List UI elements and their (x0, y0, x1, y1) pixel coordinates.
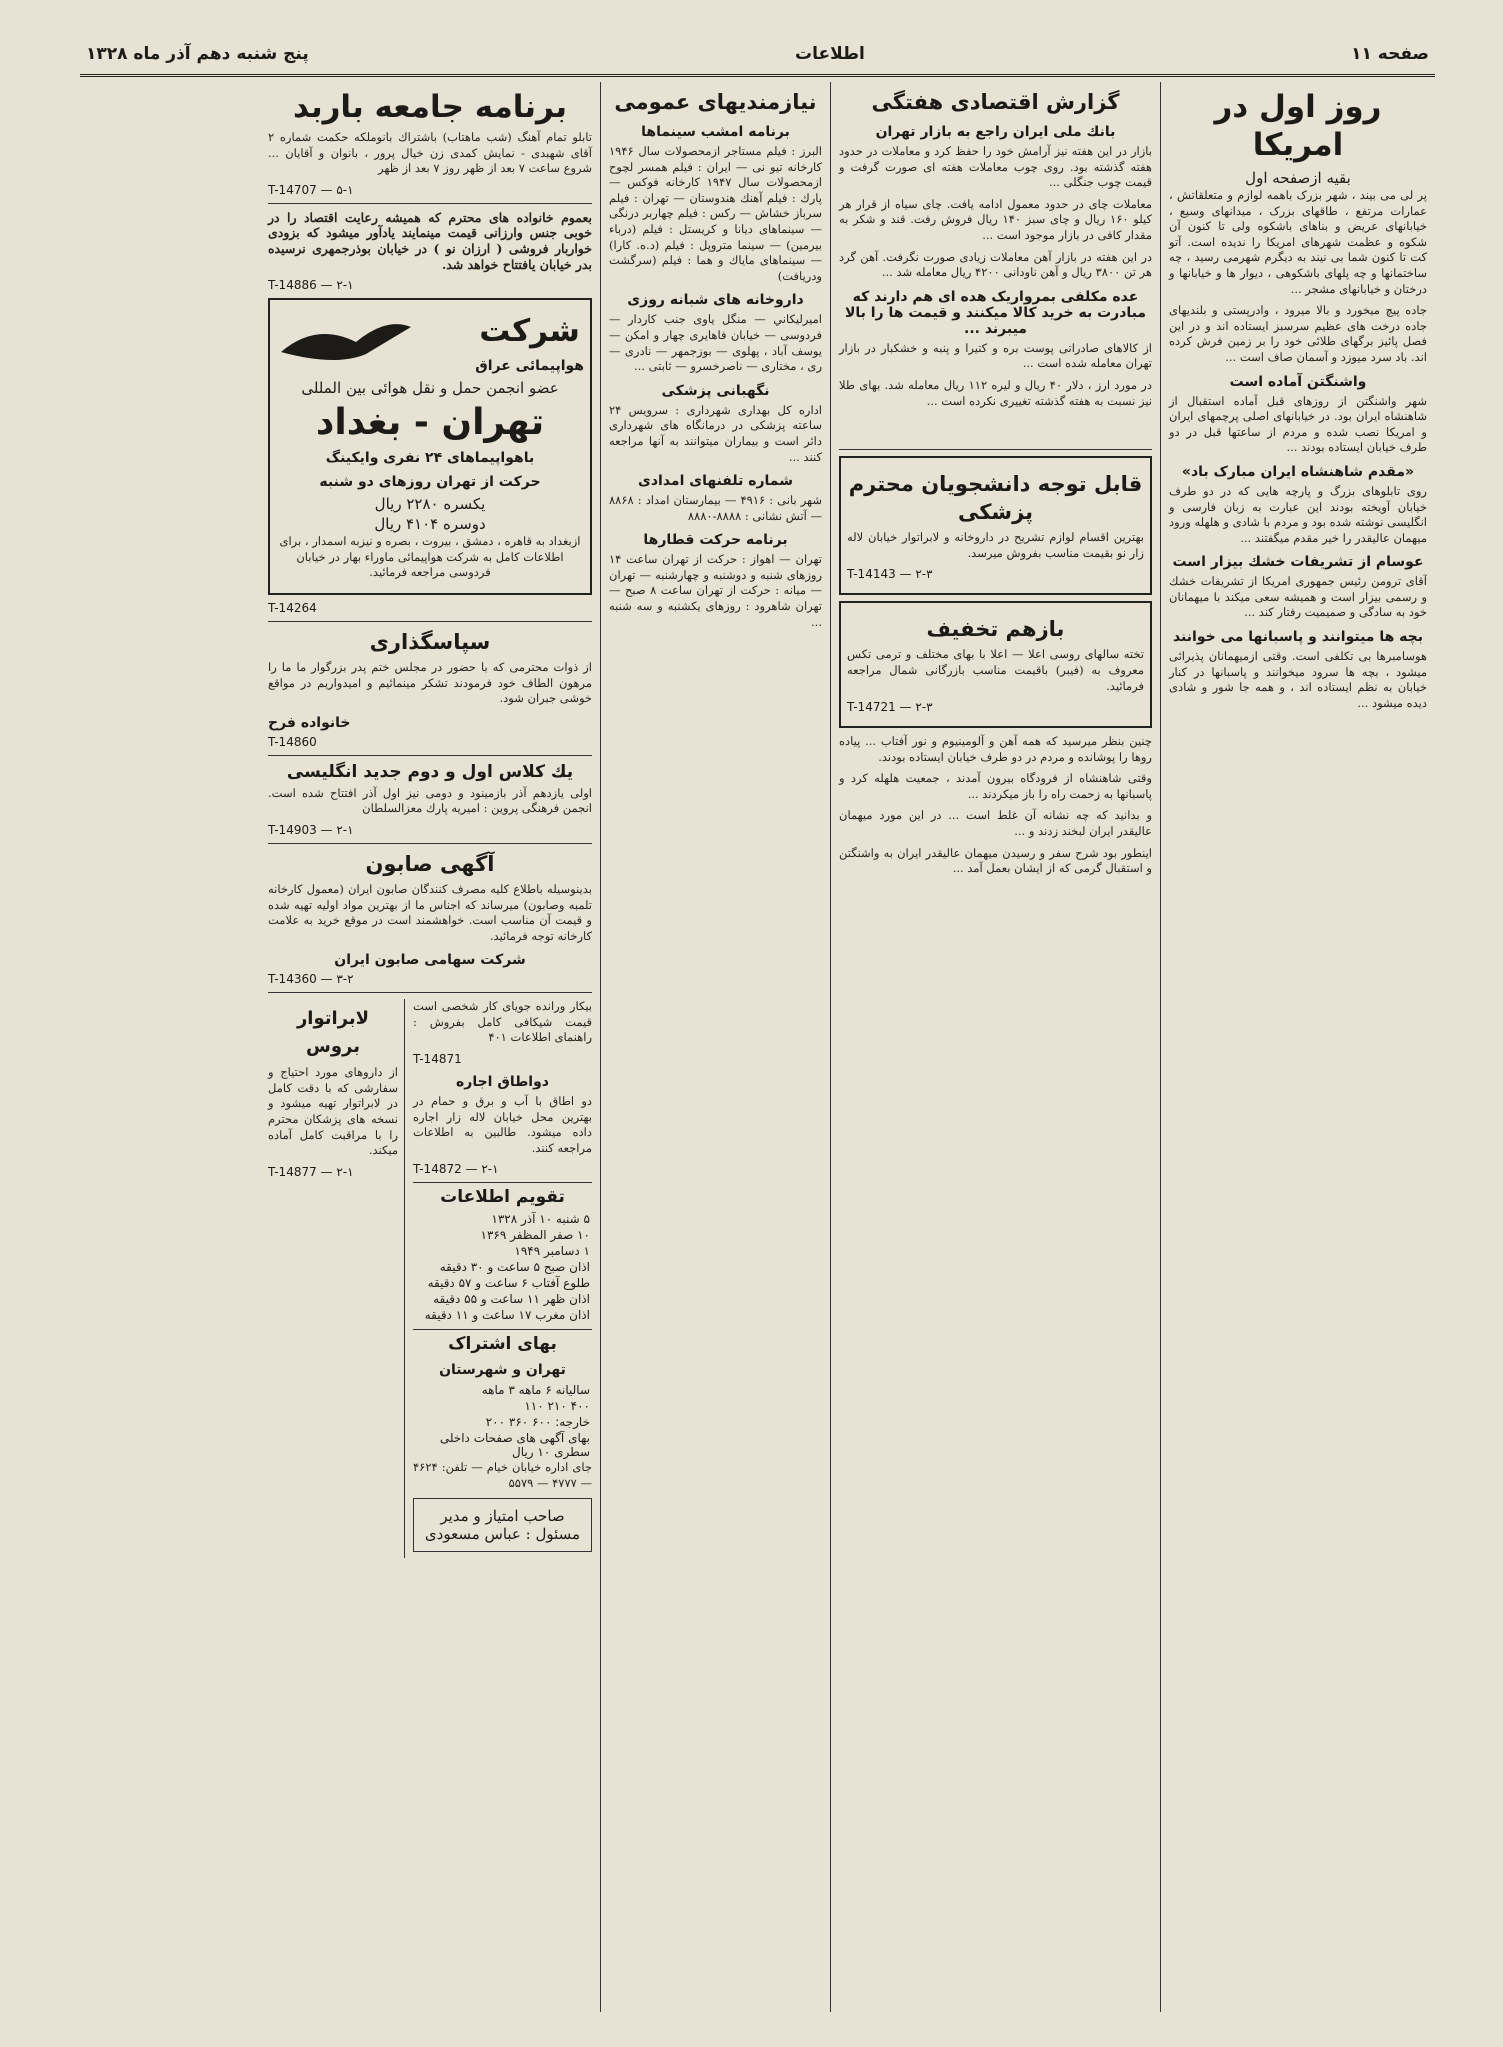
rental-title: دواطاق اجاره (456, 1074, 549, 1091)
article-quote: «مقدم شاهنشاه ایران مبارک باد» (1181, 463, 1415, 480)
grocery-notice: بعموم خانواده های محترم که همیشه رعایت اقتصاد را در خوبی جنس وارزانی قیمت مینمایند یادآور میشود که بزودی خواربار فروشی ( ارزان نو ) در خیابان بوذرجمهری نرسیده بدر خیابان یافتتاح خواهد شد. (268, 209, 592, 272)
iraq-airways-ad (268, 298, 592, 595)
soap-title: آگهی صابون (365, 851, 495, 876)
ad-code: T-14872 — ۲-۱ (413, 1162, 499, 1177)
cinema-heading: برنامه امشب سینماها (641, 124, 790, 140)
medical-guard-heading: نگهبانی پزشکی (661, 382, 770, 399)
sale-ad (839, 601, 1152, 728)
train-heading: برنامه حرکت قطارها (643, 532, 788, 549)
ad-code: T-14707 — ۵-۱ (268, 182, 354, 197)
subscription-row: سالیانه ۶ ماهه ۳ ماهه (481, 1383, 590, 1398)
economy-paragraph: در این هفته در بازار آهن معاملات زیادی صورت نگرفت. آهن گرد هر تن ۳۸۰۰ ریال و آهن ناودانی ۴۲۰۰ ریال معامله شد ... (839, 249, 1152, 280)
ad-code: T-14886 — ۲-۱ (268, 278, 354, 293)
story-paragraph: وقتی شاهنشاه از فرودگاه بیرون آمدند ، جمعیت هلهله کرد و پاسبانها به زحمت راه را باز میکردند ... (839, 771, 1152, 801)
emergency-text: شهر بانی : ۴۹۱۶ — بیمارستان امداد : ۸۸۶۸ — آتش نشانی : ۸۸۸۸-۸۸۸۰ (609, 493, 822, 523)
paper-name: اطلاعات (794, 44, 865, 64)
airline-company-label: شرکت (479, 313, 580, 350)
medical-notice-title: قابل توجه دانشجویان محترم پزشکی (848, 472, 1143, 525)
column-classifieds (600, 82, 830, 2012)
column-ads (260, 82, 600, 2012)
calendar-title: تقویم اطلاعات (413, 1182, 592, 1207)
ad-code: T-14721 — ۲-۳ (847, 700, 933, 715)
english-class-title: یك کلاس اول و دوم جدید انگلیسی (286, 761, 574, 782)
article-paragraph: هوسامبرها بی تکلفی است. وقتی ازمیهمانان پذیرائی میشود ، بچه ها سرود میخوانند و پاسبانها در کنار خیابان به نظم ایستاده اند ، و همه جا شور و شادی دیده میشود ... (1169, 649, 1427, 710)
calendar-row: اذان صبح ۵ ساعت و ۳۰ دقیقه (439, 1260, 590, 1275)
subscription-row: خارجه: ۶۰۰ ۳۶۰ ۲۰۰ (485, 1415, 590, 1430)
page-number: صفحه ۱۱ (1351, 44, 1429, 64)
story-paragraph: اینطور بود شرح سفر و رسیدن میهمان عالیقدر ایران به واشنگتن و استقبال گرمی که از ایشان بعمل آمد ... (839, 845, 1152, 876)
sale-body: تخته سالهای روسی اعلا — اعلا با بهای مختلف و ترمی تکس معروف به (فیبر) باقیمت مناسب بازرگانی شمال مراجعه فرمائید. (847, 647, 1144, 693)
column-economy (830, 82, 1160, 2012)
pharmacy-heading: داروخانه های شبانه روزی (627, 292, 804, 309)
lab-ad-body: از داروهای مورد احتیاج و سفارشی که با دقت کامل در لابراتوار تهیه میشود و نسخه های پزشکان محترم را با مراقبت کامل آماده میکند. (268, 1065, 398, 1158)
ad-code: T-14143 — ۲-۳ (847, 567, 933, 582)
calendar-row: ۱ دسامبر ۱۹۴۹ (514, 1244, 590, 1259)
ad-code: T-14903 — ۲-۱ (268, 822, 354, 837)
soap-body: بدینوسیله باطلاع کلیه مصرف کنندگان صابون ایران (معمول کارخانه تلمبه وصابون) میرساند که اجناس ما از بهترین مواد اولیه تهیه شده و قیمت آن مناسب است. خواهشمند است در موقع خرید به علامت کارخانه توجه فرمائید. (268, 881, 592, 943)
thanks-body: از ذوات محترمی که با حضور در مجلس ختم پدر بزرگوار ما ما را مرهون الطاف خود فرمودند تشکر مینمائیم و امیدواریم در مواقع خوشی جبران شود. (268, 659, 592, 706)
column-lead-article (1160, 82, 1435, 2012)
barbad-title: برنامه جامعه باربد (293, 89, 567, 125)
ad-code: T-14360 — ۳-۲ (268, 972, 354, 987)
economy-paragraph: بازار در این هفته نیز آرامش خود را حفظ کرد و معاملات در حدود هفته گذشته بود. روی چوب معاملات هفته ای صورت گرفت و قیمت چوب جنگلی ... (839, 144, 1152, 190)
cinema-list: البرز : فیلم مستاجر ازمحصولات سال ۱۹۴۶ کارخانه تیو نی — ایران : فیلم همسر لچوح ازمحصولات سال ۱۹۴۷ کارخانه فوکس — پارك : فیلم آهنك هندوستان — تهران : فیلم سرباز خشاش — رکس : فیلم چهاربر درنگی — سینماهای دیانا و کریستل : فیلم (درباء بیرمین) — سینما متروپل : فیلم (د.ه. کارا) — سینماهای مایاك و هما : فیلم (سرگشت ودریافت) (609, 144, 823, 283)
calendar-row: طلوع آفتاب ۶ ساعت و ۵۷ دقیقه (427, 1276, 590, 1291)
economy-paragraph: در مورد ارز ، دلار ۴۰ ریال و لیره ۱۱۲ ریال معامله شد. بهای طلا نیز نسبت به هفته گذشته تغییری نکرده است ... (839, 377, 1152, 408)
small-ad: بیکار ورانده جویای کار شخصی است قیمت شیکافی کامل بفروش : راهنمای اطلاعات ۴۰۱ (413, 999, 592, 1045)
airline-membership: عضو انجمن حمل و نقل هوائی بین المللی (301, 379, 559, 398)
article-paragraph: روی تابلوهای بزرگ و پارچه هایی که در دو طرف خیابان آویخته بودند این عبارت به زبان فارسی و انگلیسی نوشته شده بود و مردم با شادی و هلهله ورود میهمان عالیقدر را خیر مقدم میگفتند ... (1169, 483, 1427, 545)
thanks-title: سپاسگذاری (369, 629, 491, 654)
airline-price-return: دوسره ۴۱۰۴ ریال (374, 515, 486, 534)
economy-paragraph: از کالاهای صادراتی پوست بره و کتیرا و پنبه و خشکبار در بازار تهران معامله شده است ... (839, 340, 1152, 371)
economy-paragraph: معاملات چای در حدود معمول ادامه یافت. چای سیاه از قرار هر کیلو ۱۶۰ ریال و چای سبز ۱۴۰ ریال فروش رفت. قند و شکر به مقدار کافی در بازار موجود است ... (839, 196, 1153, 242)
article-subheading: بچه ها میتوانند و پاسبانها می خوانند (1172, 629, 1424, 646)
ad-code: T-14264 (268, 600, 317, 615)
medical-notice (839, 456, 1152, 595)
barbad-program: تابلو تمام آهنگ (شب ماهتاب) باشتراك بانوملكه حكمت شماره ۲ آقای شهبدی - نمایش کمدی زن خیال پرور ، بانوان و آقایان ... شروع ساعت ۷ بعد از ظهر روز ۷ بعد از ظهر (268, 130, 592, 176)
airline-price-oneway: یکسره ۲۲۸۰ ریال (374, 495, 486, 514)
rental-body: دو اطاق با آب و برق و حمام در بهترین محل خیابان لاله زار اجاره داده میشود. طالبین به اطلاعات مراجعه کنند. (413, 1094, 592, 1155)
pharmacy-list: امیرلیکاني — منگل یاوی جنب کاردار — فردوسی — خیابان فاهایری چهار و امکن — یوسف آباد ، پهلوی — بوزجمهر — نادری — ری ، مختاری — ناصرخسرو — ثابتی ... (609, 312, 822, 374)
article-kicker: بقیه ازصفحه اول (1245, 169, 1351, 187)
train-schedule: تهران — اهواز : حرکت از تهران ساعت ۱۴ روزهای شنبه و دوشنبه و چهارشنبه — تهران — میانه : حرکت از تهران ساعت ۸ صبح — تهران شاهرود : روزهای یکشنبه و سه شنبه ... (609, 552, 822, 629)
office-address: جای اداره خیابان خیام — تلفن: ۴۶۲۴ — ۴۷۷۷ — ۵۵۷۹ (413, 1460, 592, 1491)
airline-aircraft: باهواپیماهای ۲۴ نفری وایکینگ (325, 450, 535, 467)
subscription-row: ۴۰۰ ۲۱۰ ۱۱۰ (524, 1399, 590, 1414)
ad-code: T-14877 — ۲-۱ (268, 1164, 354, 1179)
calendar-row: اذان مغرب ۱۷ ساعت و ۱۱ دقیقه (424, 1308, 590, 1323)
article-paragraph: آقای ترومن رئیس جمهوری امریکا از تشریفات خشك و رسمی بیزار است و همیشه سعی میکند با میهمانان خود به سادگی و صمیمیت رفتار کند ... (1169, 574, 1427, 620)
thanks-signature: خانواده فرح (268, 714, 351, 731)
article-paragraph: شهر واشنگتن از روزهای قبل آماده استقبال از شاهنشاه ایران بود. در خیابانهای اصلی پرچمهای ایران و امریکا نصب شده و مردم از ساعتها قبل در دو طرف خیابان ایستاده بودند ... (1169, 393, 1427, 455)
medical-guard-text: اداره کل بهداری شهرداری : سرویس ۲۴ ساعته پزشکی در درمانگاه های شهرداری دائر است و بیماران میتوانند به آنها مراجعه کنند ... (609, 402, 822, 464)
article-paragraph: پر لی می بیند ، شهر بزرک باهمه لوازم و متعلقاتش ، عمارات مرتفع ، طاقهای بزرک ، میدانهای وسیع ، خیابانهای عریض و بناهای باشکوه ولی تا کنون آن شکوه و عظمت شهرهای امریکا را ندیده است. آتو کت تا کنون شما بی نیند به دیگرم شهرمی رسید ، چه ساختمانها و چه پلهای باشکوهی ، دیوار ها و خیابانها و درختان و خیابانهای مشجر ... (1169, 188, 1427, 296)
airline-footer: ازبغداد به قاهره ، دمشق ، بیروت ، بصره و نیزبه اسمدار ، برای اطلاعات کامل به شرکت هواپیمائی ماوراء بهار در خیابان فردوسی مراجعه فرمائید. (279, 534, 581, 580)
english-class-body: اولی یازدهم آذر بازمینود و دومی نیز اول آذر افتتاح شده است. انجمن فرهنگی پروین : امیریه پارك معزالسلطان (268, 785, 592, 816)
classifieds-title: نیازمندیهای عمومی (614, 90, 817, 114)
lab-ad-title: لابراتوار بروس (296, 1008, 370, 1058)
economy-subtitle: بانك ملی ایران راجع به بازار تهران (875, 124, 1116, 140)
ad-code: T-14871 (413, 1052, 462, 1067)
story-paragraph: چنین بنظر میرسید که همه آهن و آلومینیوم و نور آفتاب ... پیاده روها را پوشانده و مردم در دو طرف خیابان ایستاده بودند. (839, 734, 1152, 764)
article-subheading: عوسام از تشریفات خشك بیزار است (1172, 554, 1424, 571)
airline-days: حرکت از تهران روزهای دو شنبه (319, 474, 541, 491)
medical-notice-body: بهترین اقسام لوازم تشریح در داروخانه و لابراتوار خیابان لاله زار نو بقیمت مناسب بفروش میرسد. (847, 530, 1144, 560)
subscription-head: تهران و شهرستان (439, 1362, 566, 1379)
article-title: روز اول در امریکا (1214, 89, 1382, 163)
article-subheading: واشنگتن آماده است (1229, 373, 1367, 390)
ad-code: T-14860 (268, 734, 317, 749)
airplane-bird-icon (276, 312, 416, 372)
airline-name: هواپیمائی عراق (475, 358, 584, 375)
soap-signature: شرکت سهامی صابون ایران (334, 952, 526, 969)
calendar-row: ۱۰ صفر المظفر ۱۳۶۹ (480, 1228, 590, 1243)
publisher-signature: صاحب امتیاز و مدیر مسئول : عباس مسعودی (413, 1498, 592, 1552)
emergency-heading: شماره تلفنهای امدادی (638, 473, 793, 490)
economy-subheading: عده مکلفی بمرواریک هده ای هم دارند که مبادرت به خرید کالا میکنند و قیمت ها را بالا میبرند ... (844, 288, 1147, 337)
subscription-title: بهای اشتراک (413, 1329, 592, 1354)
subscription-row: بهای آگهی های صفحات داخلی سطری ۱۰ ریال (439, 1431, 590, 1460)
airline-route: تهران - بغداد (315, 402, 545, 444)
story-paragraph: و بدانید که چه نشانه آن غلط است ... در این مورد میهمان عالیقدر ایران لبخند زدند و ... (839, 808, 1152, 839)
masthead (80, 34, 1435, 77)
calendar-list (413, 1211, 592, 1323)
article-paragraph: جاده پیچ میخورد و بالا میرود ، وادرپستی و بلندیهای جاده درخت های عظیم سرسبز ایستاده اند و در این فصل پائیز برگهای طلائی خود را بر زمین فرش کرده اند. باد سرد میوزد و آسمان صاف است ... (1169, 303, 1427, 364)
calendar-row: ۵ شنبه ۱۰ آذر ۱۳۲۸ (491, 1212, 590, 1227)
sale-title: بازهم تخفیف (926, 617, 1065, 642)
issue-date: پنج شنبه دهم آذر ماه ۱۳۲۸ (86, 44, 309, 64)
calendar-row: اذان ظهر ۱۱ ساعت و ۵۵ دقیقه (433, 1292, 590, 1307)
economy-title: گزارش اقتصادی هفتگی (871, 90, 1120, 114)
